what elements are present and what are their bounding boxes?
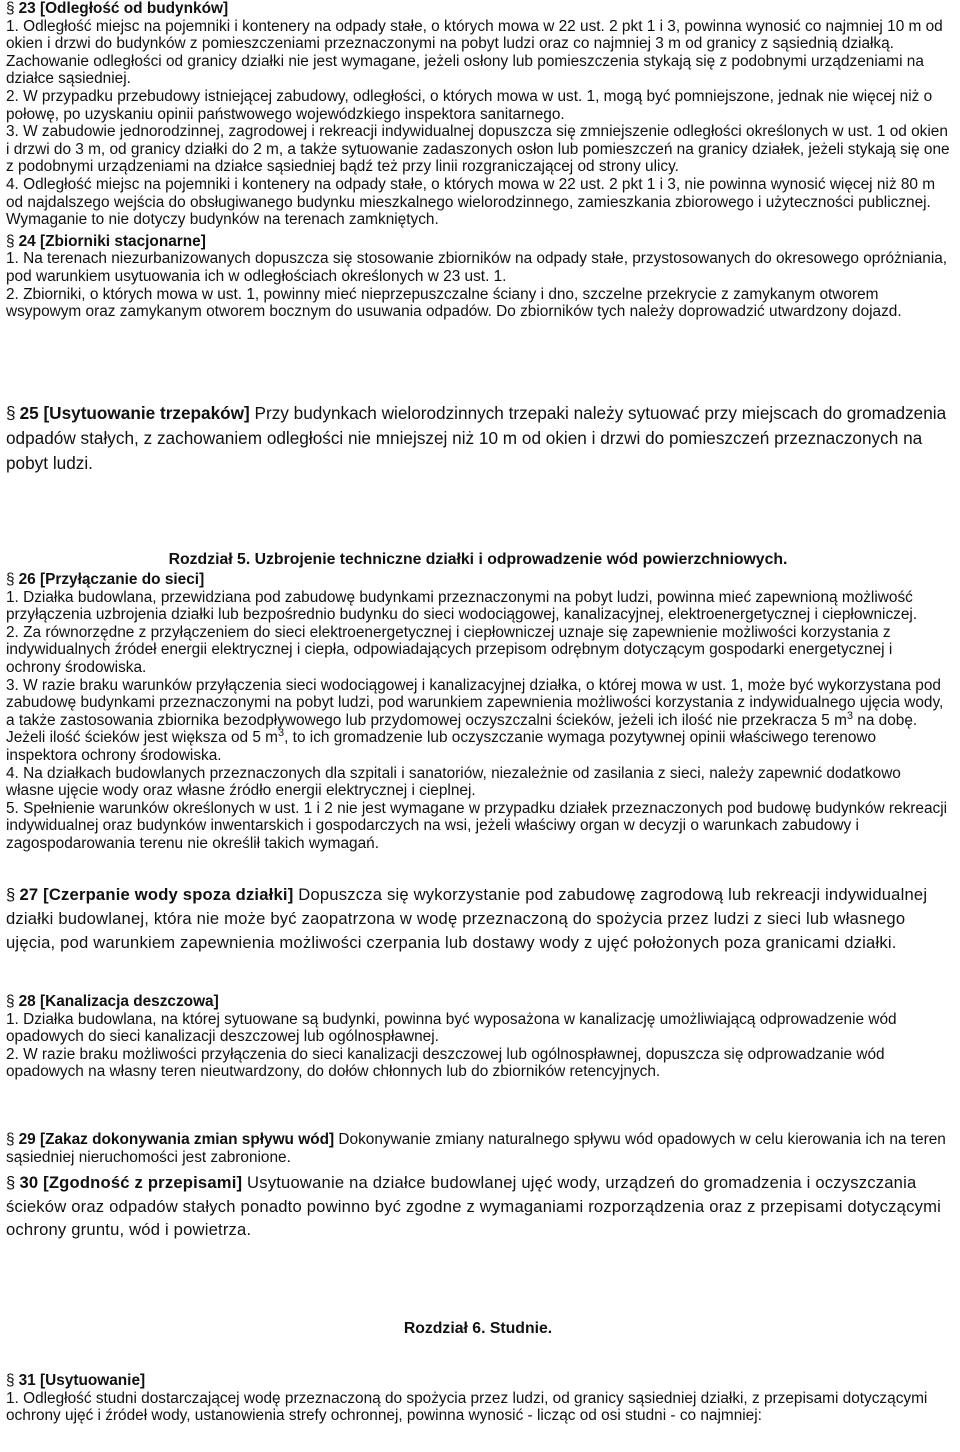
section-27 — [6, 883, 950, 954]
section-23 — [6, 0, 950, 321]
paragraph: 4. Na działkach budowlanych przeznaczonych dla szpitali i sanatoriów, niezależnie od zasilania z sieci, należy zapewnić dodatkowo własne ujęcie wody oraz własne źródło energii elektrycznej i cieplnej. — [6, 764, 901, 800]
section-25 — [6, 401, 950, 476]
section-sign-icon: § — [6, 1173, 16, 1192]
paragraph: 4. Odległość miejsc na pojemniki i kontenery na odpady stałe, o których mowa w 22 ust. 2 pkt 1 i 3, nie powinna wynosić więcej niż 80 m od najdalszego wejścia do obsługiwanego budynku mieszkalnego wielorodzinnego, zamieszkania zbiorowego i użyteczności publicznej. Wymaganie to nie dotyczy budynków na terenach zamkniętych. — [6, 175, 936, 229]
section-29 — [6, 1131, 950, 1166]
section-sign-icon: § — [6, 403, 16, 423]
paragraph: 1. Działka budowlana, przewidziana pod zabudowę budynkami przeznaczonymi na pobyt ludzi, powinna mieć zapewnioną możliwość przyłączenia uzbrojenia działki lub bezpośrednio budynku do sieci wodociągowej, kanalizacyjnej, elektroenergetycznej i ciepłowniczej. — [6, 588, 918, 624]
section-heading: § 28 [Kanalizacja deszczowa] — [6, 993, 219, 1010]
paragraph: 1. Działka budowlana, na której sytuowane są budynki, powinna być wyposażona w kanalizację umożliwiającą odprowadzenie wód opadowych do sieci kanalizacji deszczowej lub ogólnospławnej. — [6, 1010, 897, 1046]
paragraph: 2. W przypadku przebudowy istniejącej zabudowy, odległości, o których mowa w ust. 1, mogą być pomniejszone, jednak nie więcej niż o połowę, po uzyskaniu opinii państwowego wojewódzkiego inspektora sanitarnego. — [6, 87, 933, 123]
paragraph: 3. W razie braku warunków przyłączenia sieci wodociągowej i kanalizacyjnej działka, o której mowa w ust. 1, może być wykorzystana pod zabudowę budynkami przeznaczonymi na pobyt ludzi, pod warunkiem zapewnienia możliwości korzystania z indywidualnego ujęcia wody, a także zastosowania zbiornika bezodpływowego lub przydomowej oczyszczalni ścieków, jeżeli ich ilość nie przekracza 5 $m^3$ na dobę. Jeżeli ilość ścieków jest większa od 5 $m^3$, to ich gromadzenie lub oczyszczanie wymaga pozytywnej opinii właściwego terenowo inspektora ochrony środowiska. — [6, 676, 944, 764]
section-sign-icon: § — [6, 1131, 15, 1148]
paragraph: § 29 [Zakaz dokonywania zmian spływu wód] Dokonywanie zmiany naturalnego spływu wód opadowych w celu kierowania ich na teren sąsiedniej nieruchomości jest zabronione. — [6, 1131, 946, 1166]
section-26 — [6, 571, 950, 853]
paragraph: 2. W razie braku możliwości przyłączenia do sieci kanalizacji deszczowej lub ogólnospławnej, dopuszcza się odprowadzanie wód opadowych na własny teren nieutwardzony, do dołów chłonnych lub do zbiorników retencyjnych. — [6, 1045, 885, 1081]
paragraph: 3. W zabudowie jednorodzinnej, zagrodowej i rekreacji indywidualnej dopuszcza się zmniejszenie odległości określonych w ust. 1 od okien i drzwi do 3 m, od granicy działki do 2 m, a także sytuowanie zadaszonych osłon lub pomieszczeń na granicy działek, jeżeli stykają się one z podobnymi urządzeniami na działce sąsiedniej bądź też przy linii rozgraniczającej od strony ulicy. — [6, 123, 950, 176]
paragraph: 2. Zbiorniki, o których mowa w ust. 1, powinny mieć nieprzepuszczalne ściany i dno, szczelne przekrycie z zamykanym otworem wsypowym oraz zamykanym otworem bocznym do usuwania odpadów. Do zbiorników tych należy doprowadzić utwardzony dojazd. — [6, 285, 902, 321]
chapter-title: Rozdział 5. Uzbrojenie techniczne działki i odprowadzenie wód powierzchniowych. — [168, 551, 788, 568]
section-heading: § 24 [Zbiorniki stacjonarne] — [6, 232, 206, 250]
paragraph: 1. Odległość miejsc na pojemniki i kontenery na odpady stałe, o których mowa w 22 ust. 2 pkt 1 i 3, powinna wynosić co najmniej 10 m od okien i drzwi do budynków z pomieszczeniami przeznaczonymi na pobyt ludzi oraz co najmniej 3 m od granicy z sąsiednią działką. Zachowanie odległości od granicy działki nie jest wymagane, jeżeli osłony lub pomieszczenia stykają się z podobnymi urządzeniami na działce sąsiedniej. — [6, 17, 943, 88]
section-sign-icon: § — [6, 0, 15, 17]
chapter-title: Rozdział 6. Studnie. — [403, 1320, 553, 1337]
paragraph: 1. Odległość studni dostarczającej wodę przeznaczoną do spożycia przez ludzi, od granicy sąsiedniej działki, z przepisami dotyczącymi ochrony ujęć i źródeł wody, ustanowienia strefy ochronnej, powinna wynosić - licząc od osi studni - co najmniej: — [6, 1389, 928, 1425]
section-30 — [6, 1171, 950, 1242]
section-sign-icon: § — [6, 232, 15, 250]
section-heading: § 31 [Usytuowanie] — [6, 1372, 146, 1389]
section-sign-icon: § — [6, 885, 16, 904]
paragraph: § 27 [Czerpanie wody spoza działki] Dopuszcza się wykorzystanie pod zabudowę zagrodową lub rekreacji indywidualnej działki budowlanej, która nie może być zaopatrzona w wodę przeznaczoną do spożycia przez ludzi z sieci lub własnego ujęcia, pod warunkiem zapewnienia możliwości czerpania lub dostawy wody z ujęć położonych poza granicami działki. — [6, 885, 928, 952]
section-31 — [6, 1372, 950, 1425]
paragraph: 2. Za równorzędne z przyłączeniem do sieci elektroenergetycznej i ciepłowniczej uznaje się zapewnienie możliwości korzystania z indywidualnych źródeł energii elektrycznej i ciepła, odpowiadających przepisom odrębnym dotyczącym gospodarki energetycznej i ochrony środowiska. — [6, 623, 893, 676]
section-sign-icon: § — [6, 571, 15, 588]
paragraph: § 25 [Usytuowanie trzepaków] Przy budynkach wielorodzinnych trzepaki należy sytuować przy miejscach do gromadzenia odpadów stałych, z zachowaniem odległości nie mniejszej niż 10 m od okien i drzwi do pomieszczeń przeznaczonych na pobyt ludzi. — [6, 403, 947, 473]
paragraph: 5. Spełnienie warunków określonych w ust. 1 i 2 nie jest wymagane w przypadku działek przeznaczonych pod budowę budynków rekreacji indywidualnej oraz budynków inwentarskich i gospodarczych na wsi, jeżeli właściwy organ w decyzji o warunkach zabudowy i zagospodarowania terenu nie określił takich wymagań. — [6, 799, 948, 852]
section-sign-icon: § — [6, 993, 15, 1010]
section-sign-icon: § — [6, 1372, 15, 1389]
section-heading: § 23 [Odległość od budynków] — [6, 0, 229, 17]
section-28 — [6, 993, 950, 1081]
section-heading: § 26 [Przyłączanie do sieci] — [6, 571, 205, 588]
paragraph: 1. Na terenach niezurbanizowanych dopuszcza się stosowanie zbiorników na odpady stałe, przystosowanych do okresowego opróżniania, pod warunkiem usytuowania ich w odległościach określonych w 23 ust. 1. — [6, 250, 948, 285]
paragraph: § 30 [Zgodność z przepisami] Usytuowanie na działce budowlanej ujęć wody, urządzeń do gromadzenia i oczyszczania ścieków oraz odpadów stałych ponadto powinno być zgodne z wymaganiami rozporządzenia oraz z przepisami dotyczącymi ochrony gruntu, wód i powietrza. — [6, 1173, 941, 1240]
